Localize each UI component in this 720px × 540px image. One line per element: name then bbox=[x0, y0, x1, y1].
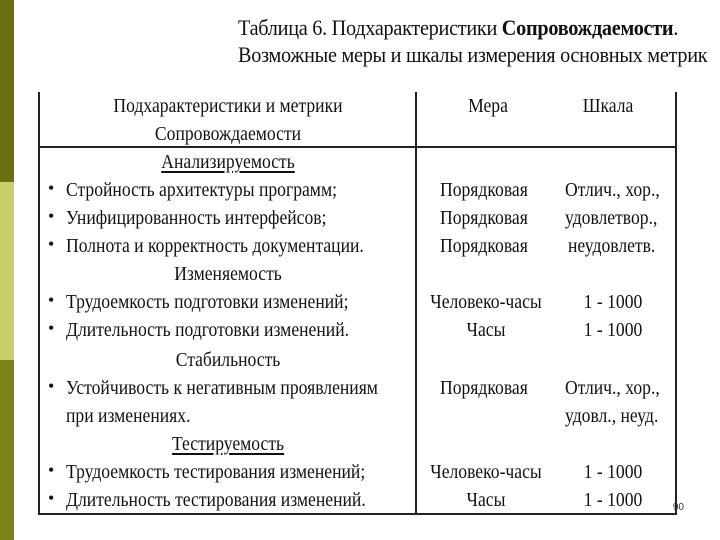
measure-cell: Порядковая bbox=[440, 179, 528, 201]
metric-row-line2: при изменениях. bbox=[66, 405, 191, 427]
page-number: 90 bbox=[672, 502, 684, 513]
header-col2: Мера bbox=[468, 95, 508, 117]
bullet: • bbox=[48, 206, 55, 226]
bullet: • bbox=[48, 376, 55, 396]
metric-row: Трудоемкость подготовки изменений; bbox=[66, 291, 349, 313]
title-line1-bold: Сопровождаемости bbox=[501, 15, 674, 40]
bullet: • bbox=[48, 290, 55, 310]
measure-cell: Порядковая bbox=[440, 377, 528, 399]
section-title-testability: Тестируемость bbox=[171, 433, 285, 455]
header-col1-line2: Сопровождаемости bbox=[154, 123, 302, 145]
metric-row: Унифицированность интерфейсов; bbox=[66, 207, 327, 229]
scale-cell: 1 - 1000 bbox=[583, 489, 643, 511]
scale-cell: 1 - 1000 bbox=[583, 291, 643, 313]
scale-cell: неудовлетв. bbox=[568, 235, 656, 257]
metric-row: Стройность архитектуры программ; bbox=[66, 179, 337, 201]
metric-row: Длительность подготовки изменений. bbox=[66, 319, 350, 341]
title-line1-suffix: . bbox=[673, 15, 679, 40]
measure-cell: Часы bbox=[466, 489, 506, 511]
scale-cell-line2: удовл., неуд. bbox=[565, 405, 659, 427]
header-col1 bbox=[105, 92, 351, 148]
bullet: • bbox=[48, 460, 55, 480]
metrics-table bbox=[38, 92, 678, 515]
table-border-right bbox=[675, 92, 677, 515]
scale-cell: 1 - 1000 bbox=[583, 461, 643, 483]
section-title-analyzability: Анализируемость bbox=[161, 151, 295, 173]
section-title-stability: Стабильность bbox=[175, 349, 281, 371]
metric-row bbox=[66, 374, 378, 430]
decor-stripe-top bbox=[0, 0, 14, 182]
table-border-left bbox=[38, 92, 40, 515]
measure-cell: Порядковая bbox=[440, 207, 528, 229]
header-col1-line1: Подхарактеристики и метрики bbox=[113, 95, 343, 117]
bullet: • bbox=[48, 318, 55, 338]
measure-cell: Человеко-часы bbox=[430, 291, 542, 313]
slide-title bbox=[238, 14, 708, 68]
measure-cell: Порядковая bbox=[440, 235, 528, 257]
decor-stripe-bottom bbox=[0, 360, 14, 540]
table-divider-1 bbox=[415, 92, 417, 515]
metric-row: Длительность тестирования изменений. bbox=[66, 489, 366, 511]
decor-stripe-middle bbox=[0, 182, 14, 360]
header-col3: Шкала bbox=[582, 95, 634, 117]
scale-cell: удовлетвор., bbox=[565, 207, 658, 229]
section-title-changeability: Изменяемость bbox=[174, 263, 282, 285]
bullet: • bbox=[48, 234, 55, 254]
scale-cell: Отлич., хор., bbox=[565, 179, 660, 201]
measure-cell: Человеко-часы bbox=[430, 461, 542, 483]
bullet: • bbox=[48, 178, 55, 198]
scale-cell bbox=[565, 374, 660, 430]
title-line2: Возможные меры и шкалы измерения основных метрик bbox=[238, 42, 708, 67]
metric-row: Трудоемкость тестирования изменений; bbox=[66, 461, 366, 483]
title-line1-prefix: Таблица 6. Подхарактеристики bbox=[238, 15, 502, 40]
metric-row: Полнота и корректность документации. bbox=[66, 235, 364, 257]
scale-cell-line1: Отлич., хор., bbox=[565, 377, 660, 399]
metric-row-line1: Устойчивость к негативным проявлениям bbox=[66, 377, 378, 399]
scale-cell: 1 - 1000 bbox=[583, 319, 643, 341]
bullet: • bbox=[48, 488, 55, 508]
measure-cell: Часы bbox=[466, 319, 506, 341]
